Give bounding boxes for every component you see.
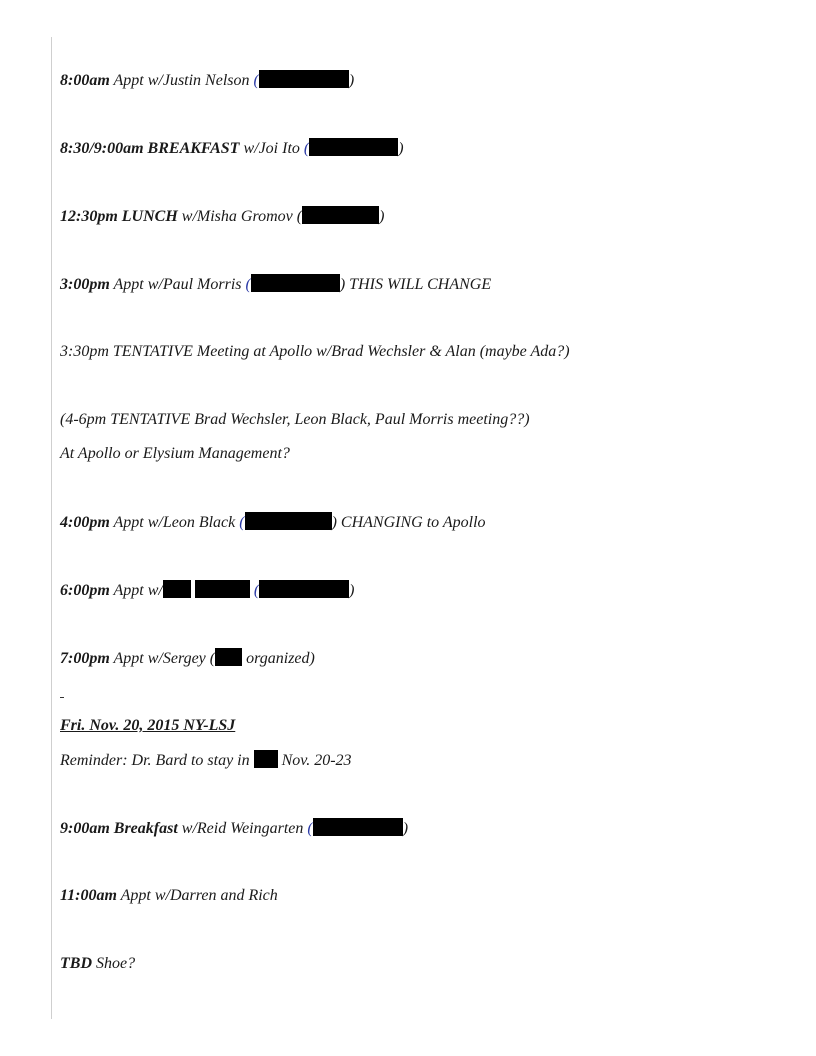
entry-time: 11:00am <box>60 887 117 904</box>
stray-mark <box>60 697 64 698</box>
entry-7pm <box>60 648 315 668</box>
entry-time: 8:00am <box>60 72 110 89</box>
entry-8am <box>60 70 354 90</box>
close-paren: ) <box>398 140 404 157</box>
entry-9am <box>60 818 408 838</box>
entry-location-note <box>60 444 290 464</box>
close-paren: ) <box>379 208 385 225</box>
date-heading: Fri. Nov. 20, 2015 NY-LSJ <box>60 717 236 734</box>
entry-time: 12:30pm LUNCH <box>60 208 178 225</box>
redaction-box <box>251 274 340 292</box>
reminder-text: Reminder: Dr. Bard to stay in <box>60 752 250 769</box>
open-paren: ( <box>253 582 260 599</box>
entry-time: 9:00am Breakfast <box>60 820 178 837</box>
open-paren: ( <box>253 72 259 89</box>
close-paren: ) <box>402 820 409 837</box>
entry-4pm <box>60 512 486 532</box>
redaction-box <box>309 138 398 156</box>
entry-text: Appt w/Paul Morris <box>113 276 242 293</box>
entry-time: 7:00pm <box>60 650 110 667</box>
open-paren: ( <box>245 276 251 293</box>
reminder-dates: Nov. 20-23 <box>281 752 352 769</box>
reminder-line <box>60 750 352 770</box>
entry-text: Appt w/Justin Nelson <box>113 72 250 89</box>
entry-time: 6:00pm <box>60 582 110 599</box>
entry-lunch <box>60 206 384 226</box>
entry-note: THIS WILL CHANGE <box>349 276 492 293</box>
margin-rule <box>51 37 52 1019</box>
entry-text: At Apollo or Elysium Management? <box>60 445 290 462</box>
redaction-box <box>215 648 242 666</box>
entry-time: 8:30/9:00am BREAKFAST <box>60 140 240 157</box>
redaction-box <box>259 70 349 88</box>
entry-text: Appt w/Darren and Rich <box>120 887 278 904</box>
redaction-box <box>302 206 379 224</box>
entry-tbd <box>60 954 135 974</box>
entry-text: Appt w/Sergey ( <box>113 650 216 667</box>
open-paren: ( <box>303 140 310 157</box>
entry-text: Appt w/Leon Black <box>113 514 236 531</box>
entry-text: Appt w/ <box>113 582 163 599</box>
close-paren: ) <box>331 514 337 531</box>
redaction-box <box>195 580 250 598</box>
entry-breakfast <box>60 138 404 158</box>
close-paren: ) <box>348 72 355 89</box>
entry-6pm <box>60 580 355 600</box>
entry-4-6pm <box>60 410 530 430</box>
entry-11am <box>60 886 278 906</box>
entry-text: 3:30pm TENTATIVE Meeting at Apollo w/Brad Wechsler & Alan (maybe Ada?) <box>60 343 570 360</box>
entry-text: w/Joi Ito <box>243 140 300 157</box>
close-paren: ) <box>339 276 346 293</box>
section-heading <box>60 716 235 736</box>
entry-note: CHANGING to Apollo <box>340 514 486 531</box>
entry-text: w/Reid Weingarten <box>181 820 304 837</box>
close-paren: ) <box>349 582 355 599</box>
entry-time: TBD <box>60 955 92 972</box>
entry-time: 4:00pm <box>60 514 110 531</box>
entry-text: Shoe? <box>96 955 136 972</box>
entry-text: (4-6pm TENTATIVE Brad Wechsler, Leon Black, Paul Morris meeting??) <box>60 411 530 428</box>
entry-text: w/Misha Gromov <box>181 208 293 225</box>
open-paren: ( <box>296 208 303 225</box>
redaction-box <box>254 750 278 768</box>
entry-3pm <box>60 274 491 294</box>
redaction-box <box>163 580 191 598</box>
open-paren: ( <box>239 514 245 531</box>
entry-330pm <box>60 342 570 362</box>
redaction-box <box>245 512 332 530</box>
redaction-box <box>313 818 403 836</box>
redaction-box <box>259 580 349 598</box>
entry-note: organized) <box>246 650 315 667</box>
open-paren: ( <box>307 820 313 837</box>
entry-time: 3:00pm <box>60 276 110 293</box>
